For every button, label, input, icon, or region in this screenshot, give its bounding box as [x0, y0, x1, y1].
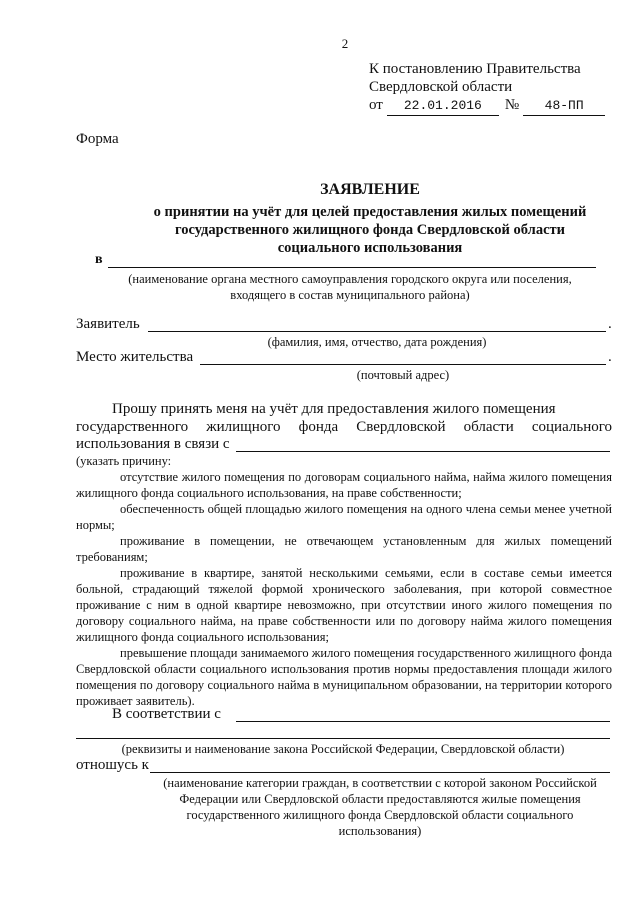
document-subtitle [60, 203, 640, 257]
residence-caption: (почтовый адрес) [356, 368, 450, 382]
request-line-3: использования в связи с [76, 436, 230, 452]
addressee-prefix: в [95, 252, 103, 267]
reason-1: отсутствие жилого помещения по договорам социального найма, найма жилого помещения жилищного фонда социального использования, на праве собственности; [76, 470, 612, 500]
applicant-end: . [608, 316, 612, 332]
category-label: отношусь к [76, 757, 149, 773]
category-caption-line-1: (наименование категории граждан, в соответствии с которой законом Российской [163, 776, 597, 790]
header-date: 22.01.2016 [387, 97, 499, 116]
accordance-label: В соответствии с [112, 706, 221, 722]
category-caption-line-3: государственного жилищного фонда Свердловской области социального [186, 808, 574, 822]
reasons-list [76, 453, 612, 709]
reasons-intro: (указать причину: [76, 454, 172, 468]
header-number-label: № [504, 97, 520, 113]
applicant-field[interactable] [148, 331, 606, 332]
reason-5: превышение площади занимаемого жилого помещения государственного жилищного фонда Свердловской области социального использования против нормы предоставления площади жилого помещения по договору социального найма в муниципальном образовании, на территории которого проживает заявитель). [76, 646, 612, 708]
residence-label: Место жительства [76, 349, 194, 365]
header-from-label: от [369, 97, 383, 113]
addressee-caption [100, 271, 600, 303]
reason-2: обеспеченность общей площадью жилого помещения на одного члена семьи менее учетной нормы; [76, 502, 612, 532]
accordance-field-1[interactable] [236, 721, 610, 722]
header-line-2: Свердловской области [369, 79, 513, 95]
document-header [369, 60, 629, 116]
reason-4: проживание в квартире, занятой несколькими семьями, если в составе семьи имеется больной, страдающий тяжелой формой хронического заболевания, при которой совместное проживание с ним в одной квартире невозможно, при отсутствии иного жилого помещения по договору социального найма, на праве собственности или по договору найма жилого помещения жилищного фонда социального использования; [76, 566, 612, 644]
form-label: Форма [76, 131, 119, 147]
page-number: 2 [341, 36, 349, 51]
document-title: ЗАЯВЛЕНИЕ [320, 181, 420, 198]
residence-end: . [608, 349, 612, 365]
category-field[interactable] [150, 772, 610, 773]
request-line-1: Прошу принять меня на учёт для предоставления жилого помещения [112, 401, 556, 417]
header-date-line [369, 96, 629, 116]
subtitle-line-1: о принятии на учёт для целей предоставления жилых помещений [153, 204, 587, 220]
addressee-field[interactable] [108, 267, 596, 268]
accordance-field-2[interactable] [76, 738, 610, 739]
reason-3: проживание в помещении, не отвечающем установленным для жилых помещений требованиям; [76, 534, 612, 564]
residence-field[interactable] [200, 364, 606, 365]
category-caption-line-4: использования) [338, 824, 422, 838]
applicant-caption: (фамилия, имя, отчество, дата рождения) [267, 335, 487, 349]
applicant-label: Заявитель [76, 316, 140, 332]
subtitle-line-3: социального использования [277, 240, 463, 256]
subtitle-line-2: государственного жилищного фонда Свердловской области [175, 222, 565, 238]
addressee-caption-line-2: входящего в состав муниципального района) [230, 288, 470, 302]
accordance-caption: (реквизиты и наименование закона Российской Федерации, Свердловской области) [121, 742, 565, 756]
request-line-2: государственного жилищного фонда Свердловской области социального [76, 419, 612, 435]
category-caption-line-2: Федерации или Свердловской области предоставляются жилые помещения [179, 792, 581, 806]
header-number: 48-ПП [523, 97, 605, 116]
reason-field[interactable] [236, 451, 610, 452]
header-line-1: К постановлению Правительства [369, 61, 581, 77]
category-caption [150, 775, 610, 839]
addressee-caption-line-1: (наименование органа местного самоуправления городского округа или поселения, [128, 272, 572, 286]
